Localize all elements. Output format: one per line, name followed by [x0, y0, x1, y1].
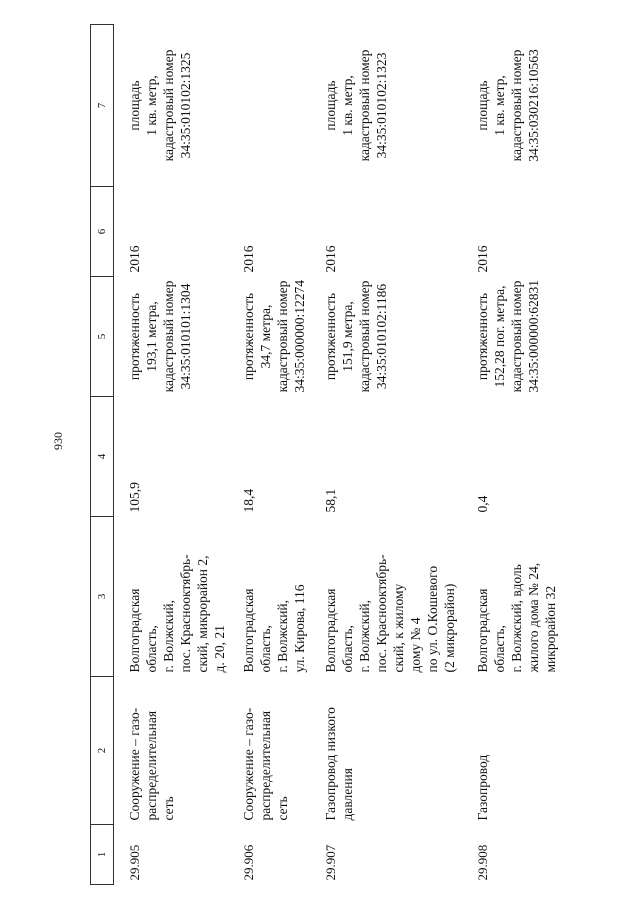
object-address-line: г. Волжский,: [161, 599, 176, 673]
table-row: [228, 25, 310, 885]
object-extra: [114, 25, 229, 187]
object-extra-line: кадастровый номер: [509, 49, 524, 162]
object-address-line: Волгоградская: [127, 588, 142, 673]
object-description-line: 34:35:000000:12274: [292, 279, 307, 393]
row-number: 29.908: [475, 844, 490, 881]
object-extra-line: 1 кв. метр,: [492, 75, 507, 136]
table-row: [114, 25, 229, 885]
object-description-line: кадастровый номер: [161, 280, 176, 393]
object-name-line: сеть: [161, 796, 176, 821]
object-address-line: д. 20, 21: [212, 625, 227, 673]
object-name: [228, 677, 310, 825]
rotated-table-wrapper: [90, 25, 580, 885]
table-row: [462, 25, 624, 885]
object-description-line: 34:35:010101:1304: [178, 283, 193, 390]
object-name-line: Сооружение – газо-: [127, 707, 142, 821]
object-extra-line: кадастровый номер: [357, 49, 372, 162]
object-address-line: Волгоградская: [323, 588, 338, 673]
object-description: [228, 277, 310, 397]
object-description-line: 34,7 метра,: [258, 304, 273, 369]
object-name-line: Газопровод: [475, 754, 490, 821]
object-name-line: Сооружение – газо-: [241, 707, 256, 821]
object-description-line: 151,9 метра,: [340, 301, 355, 372]
object-description-line: 34:35:000000:62831: [526, 279, 541, 393]
row-number: 29.906: [241, 844, 256, 881]
object-extra-line: 1 кв. метр,: [340, 75, 355, 136]
object-address-line: (2 микрорайон): [442, 583, 457, 673]
object-address-line: ский, к жилому: [391, 583, 406, 673]
object-year: 2016: [127, 245, 142, 273]
object-address-line: область,: [492, 625, 507, 673]
object-extra-line: 34:35:010102:1323: [374, 52, 389, 159]
object-description-line: кадастровый номер: [509, 280, 524, 393]
object-address-line: область,: [258, 625, 273, 673]
column-header: 1: [91, 825, 114, 885]
object-address-line: дому № 4: [408, 617, 423, 673]
page-number: 930: [51, 432, 65, 450]
object-name: [310, 677, 462, 825]
object-extra-line: площадь: [475, 80, 490, 131]
object-extra-line: площадь: [323, 80, 338, 131]
object-extra: [310, 25, 462, 187]
object-address: [310, 517, 462, 677]
object-description-line: протяженность: [127, 292, 142, 381]
object-address-line: пос. Краснооктябрь-: [178, 554, 193, 673]
object-name-line: сеть: [275, 796, 290, 821]
object-extra-line: 1 кв. метр,: [144, 75, 159, 136]
object-extra-line: 34:35:030216:10563: [526, 49, 541, 162]
object-address-line: микрорайон 32: [543, 585, 558, 673]
object-description-line: протяженность: [475, 292, 490, 381]
object-value: 0,4: [475, 495, 490, 513]
row-number: 29.905: [127, 844, 142, 881]
column-header: 3: [91, 517, 114, 677]
object-value: 18,4: [241, 488, 256, 513]
object-address: [462, 517, 624, 677]
object-description-line: кадастровый номер: [275, 280, 290, 393]
object-name-line: Газопровод низкого: [323, 707, 338, 821]
object-address: [228, 517, 310, 677]
object-description-line: 193,1 метра,: [144, 301, 159, 372]
column-header: 5: [91, 277, 114, 397]
object-extra-line: кадастровый номер: [161, 49, 176, 162]
object-value: 58,1: [323, 488, 338, 513]
object-year: 2016: [475, 245, 490, 273]
object-extra-line: 34:35:010102:1325: [178, 52, 193, 159]
object-address-line: ул. Кирова, 116: [292, 584, 307, 673]
object-address-line: область,: [340, 625, 355, 673]
registry-table: [90, 24, 624, 885]
object-address-line: ский, микрорайон 2,: [195, 555, 210, 673]
object-address-line: область,: [144, 625, 159, 673]
object-year: 2016: [323, 245, 338, 273]
header-row: [91, 25, 114, 885]
column-header: 6: [91, 187, 114, 277]
object-value: 105,9: [127, 482, 142, 513]
object-address-line: г. Волжский, вдоль: [509, 564, 524, 673]
object-address-line: жилого дома № 24,: [526, 562, 541, 673]
column-header: 2: [91, 677, 114, 825]
object-description: [310, 277, 462, 397]
object-name-line: давления: [340, 768, 355, 821]
object-address: [114, 517, 229, 677]
column-header: 7: [91, 25, 114, 187]
object-name-line: распределительная: [144, 710, 159, 821]
object-address-line: по ул. О.Кошевого: [425, 565, 440, 673]
row-number: 29.907: [323, 844, 338, 881]
column-header: 4: [91, 397, 114, 517]
object-extra: [228, 25, 310, 187]
object-extra: [462, 25, 624, 187]
object-address-line: г. Волжский,: [275, 599, 290, 673]
object-description-line: 34:35:010102:1186: [374, 283, 389, 390]
object-name: [462, 677, 624, 825]
object-address-line: пос. Краснооктябрь-: [374, 554, 389, 673]
object-year: 2016: [241, 245, 256, 273]
object-address-line: г. Волжский,: [357, 599, 372, 673]
object-description-line: кадастровый номер: [357, 280, 372, 393]
object-description-line: протяженность: [241, 292, 256, 381]
object-description-line: протяженность: [323, 292, 338, 381]
object-address-line: Волгоградская: [241, 588, 256, 673]
object-description-line: 152,28 пог. метра,: [492, 285, 507, 388]
object-name: [114, 677, 229, 825]
object-description: [114, 277, 229, 397]
object-description: [462, 277, 624, 397]
object-extra-line: площадь: [127, 80, 142, 131]
object-address-line: Волгоградская: [475, 588, 490, 673]
object-name-line: распределительная: [258, 710, 273, 821]
table-row: [310, 25, 462, 885]
